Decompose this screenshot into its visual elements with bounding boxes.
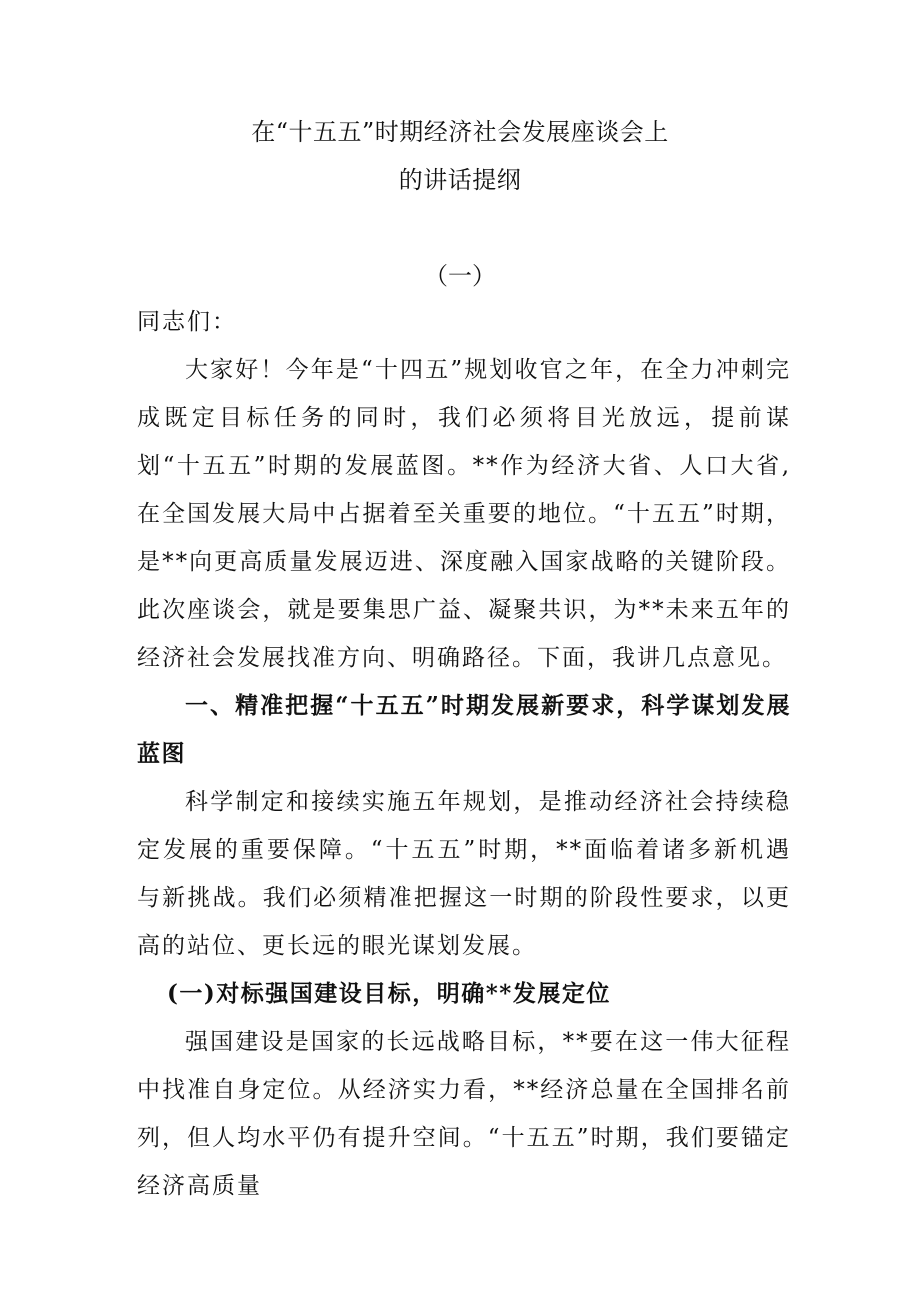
part-marker: （一） xyxy=(424,262,496,290)
subsection-heading-1: (一)对标强国建设目标，明确**发展定位 xyxy=(167,980,611,1007)
section-heading-1: 一、精准把握“十五五”时期发展新要求，科学谋划发展蓝图 xyxy=(137,692,791,767)
paragraph-1: 科学制定和接续实施五年规划，是推动经济社会持续稳定发展的重要保障。“十五五”时期，**面临着诸多新机遇与新挑战。我们必须精准把握这一时期的阶段性要求，以更高的站位、更长远的眼光谋划发展。 xyxy=(137,789,791,959)
paragraph-2: 强国建设是国家的长远战略目标，**要在这一伟大征程中找准自身定位。从经济实力看，**经济总量在全国排名前列，但人均水平仍有提升空间。“十五五”时期，我们要锚定经济高质量 xyxy=(137,1029,791,1199)
title-line-1: 在“十五五”时期经济社会发展座谈会上 xyxy=(251,118,669,146)
intro-paragraph: 大家好！今年是“十四五”规划收官之年，在全力冲刺完成既定目标任务的同时，我们必须将目光放远，提前谋划“十五五”时期的发展蓝图。**作为经济大省、人口大省,在全国发展大局中占据着至关重要的地位。“十五五”时期，是**向更高质量发展迈进、深度融入国家战略的关键阶段。此次座谈会，就是要集思广益、凝聚共识，为**未来五年的经济社会发展找准方向、明确路径。下面，我讲几点意见。 xyxy=(137,357,791,671)
document-body xyxy=(137,298,791,1210)
title-line-2: 的讲话提纲 xyxy=(398,166,522,194)
document-title xyxy=(0,108,920,204)
salutation: 同志们： xyxy=(137,309,237,335)
